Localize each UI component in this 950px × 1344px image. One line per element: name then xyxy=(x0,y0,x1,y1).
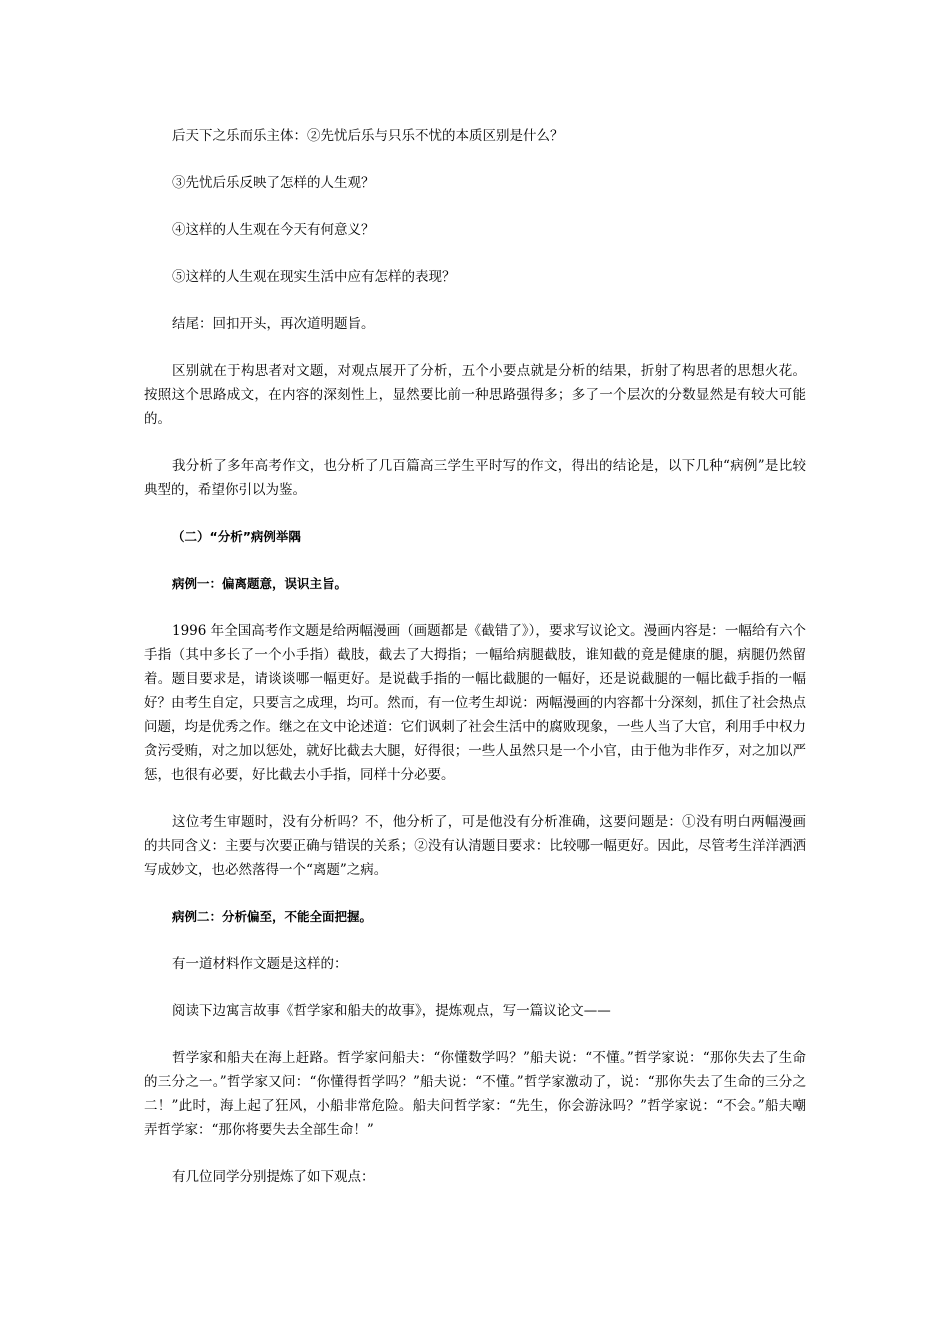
paragraph-8: 1996 年全国高考作文题是给两幅漫画（画题都是《截错了》），要求写议论文。漫画内容是：一幅给有六个手指（其中多长了一个小手指）截肢，截去了大拇指；一幅给病腿截肢，谁知截的竟是健康的腿，病腿仍然留着。题目要求是，请谈谈哪一幅更好。是说截手指的一幅比截腿的一幅好，还是说截腿的一幅比截手指的一幅好？由考生自定，只要言之成理，均可。然而，有一位考生却说：两幅漫画的内容都十分深刻，抓住了社会热点问题，均是优秀之作。继之在文中论述道：它们讽刺了社会生活中的腐败现象，一些人当了大官，利用手中权力贪污受贿，对之加以惩处，就好比截去大腿，好得很；一些人虽然只是一个小官，由于他为非作歹，对之加以严惩，也很有必要，好比截去小手指，同样十分必要。 xyxy=(144,623,806,783)
paragraph-4: ⑤这样的人生观在现实生活中应有怎样的表现？ xyxy=(172,269,456,285)
paragraph-10: 有一道材料作文题是这样的： xyxy=(172,956,348,972)
paragraph-11: 阅读下边寓言故事《哲学家和船夫的故事》，提炼观点，写一篇议论文—— xyxy=(172,1003,611,1019)
paragraph-2: ③先忧后乐反映了怎样的人生观？ xyxy=(172,175,375,191)
paragraph-12: 哲学家和船夫在海上赶路。哲学家问船夫：“你懂数学吗？”船夫说：“不懂。”哲学家说：“那你失去了生命的三分之一。”哲学家又问：“你懂得哲学吗？”船夫说：“不懂。”哲学家激动了，说：“那你失去了生命的三分之二！”此时，海上起了狂风，小船非常危险。船夫问哲学家：“先生，你会游泳吗？”哲学家说：“不会。”船夫嘲弄哲学家：“那你将要失去全部生命！” xyxy=(144,1050,806,1138)
paragraph-13: 有几位同学分别提炼了如下观点： xyxy=(172,1169,375,1185)
case-heading-2: 病例二：分析偏至，不能全面把握。 xyxy=(172,909,373,924)
paragraph-1: 后天下之乐而乐主体：②先忧后乐与只乐不忧的本质区别是什么？ xyxy=(172,128,564,144)
paragraph-6: 区别就在于构思者对文题，对观点展开了分析，五个小要点就是分析的结果，折射了构思者的思想火花。按照这个思路成文，在内容的深刻性上，显然要比前一种思路强得多；多了一个层次的分数显然是有较大可能的。 xyxy=(144,363,806,427)
section-heading: （二）“分析”病例举隅 xyxy=(172,529,301,544)
document-body xyxy=(144,124,806,1189)
paragraph-9: 这位考生审题时，没有分析吗？不，他分析了，可是他没有分析准确，这要问题是：①没有明白两幅漫画的共同含义：主要与次要正确与错误的关系；②没有认清题目要求：比较哪一幅更好。因此，尽管考生洋洋洒洒写成妙文，也必然落得一个“离题”之病。 xyxy=(144,814,806,878)
paragraph-7: 我分析了多年高考作文，也分析了几百篇高三学生平时写的作文，得出的结论是，以下几种“病例”是比较典型的，希望你引以为鉴。 xyxy=(144,458,806,498)
paragraph-3: ④这样的人生观在今天有何意义？ xyxy=(172,222,375,238)
case-heading-1: 病例一：偏离题意，误识主旨。 xyxy=(172,576,348,591)
paragraph-5: 结尾：回扣开头，再次道明题旨。 xyxy=(172,316,375,332)
